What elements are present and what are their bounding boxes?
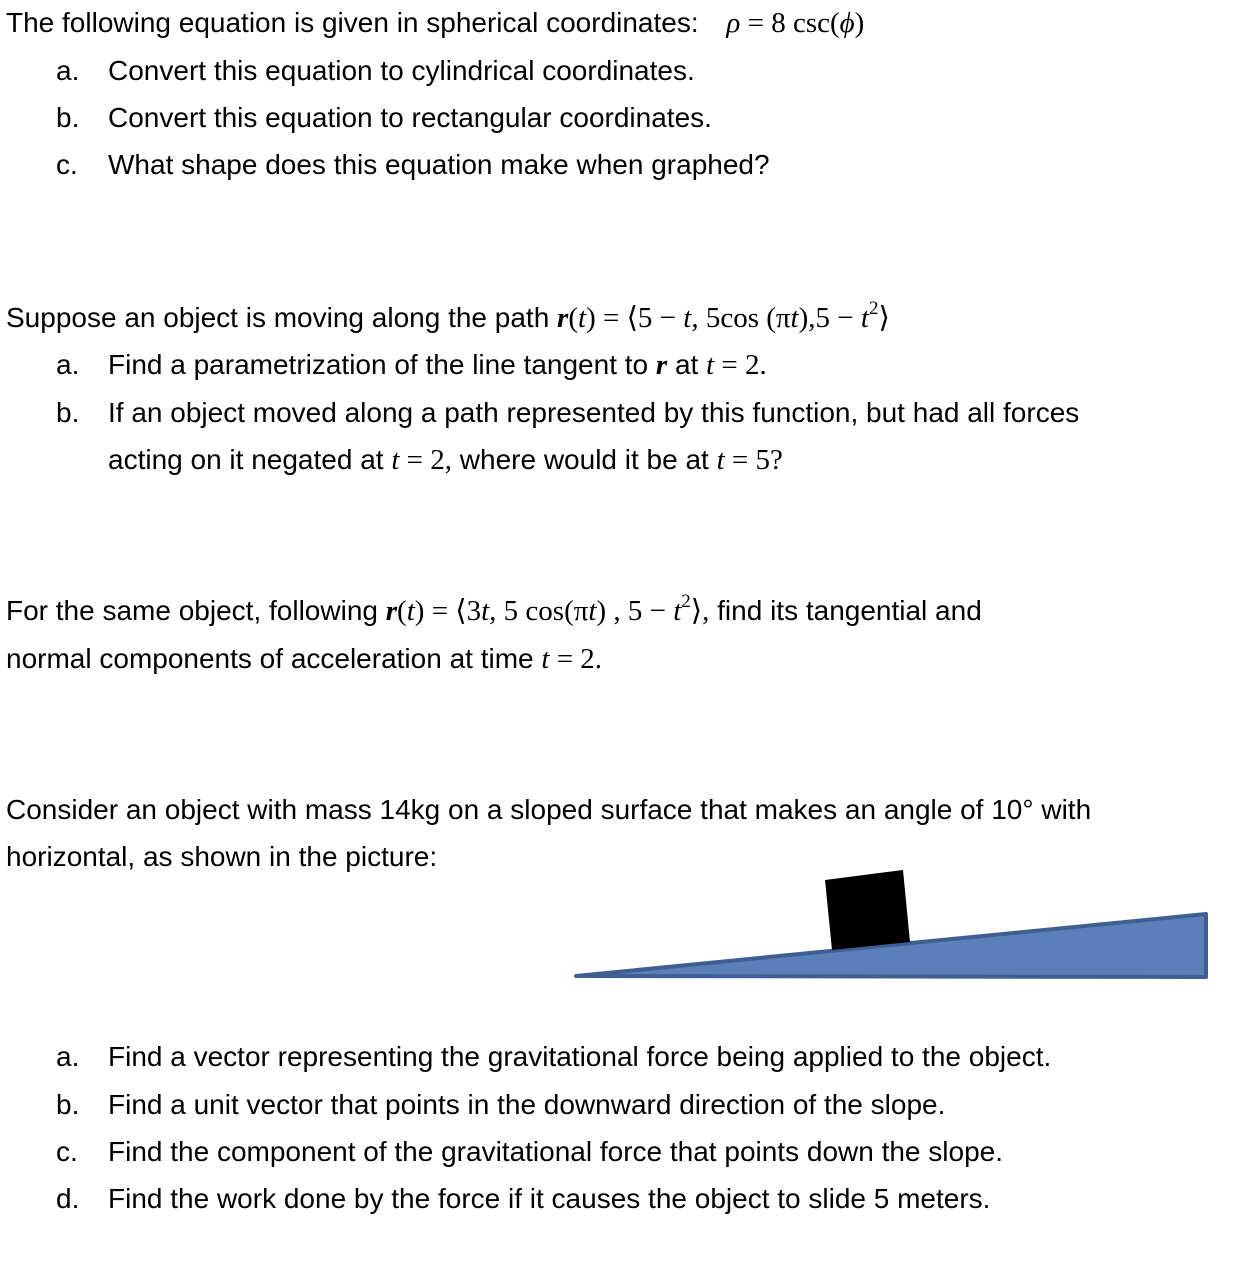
problem-4-line-1: Consider an object with mass 14kg on a sloped surface that makes an angle of 10° with [6,794,1092,825]
problem-2-intro [6,298,890,335]
problem-3-line-2: normal components of acceleration at time t = 2. [6,643,603,675]
problem-3-line-1: For the same object, following r(t) = ⟨3t, 5 cos(πt) , $5 - t^2⟩$, find its tangential and [6,591,982,627]
block [825,870,910,950]
problem-1-intro [6,6,864,40]
path-function-2: r(t) = ⟨3t, 5 cos(πt) , $5 - t^2⟩$, [385,591,710,627]
problem-4-line-2: horizontal, as shown in the picture: [6,841,438,872]
slope-figure [570,862,1215,987]
path-function: r(t) = ⟨5 − t, 5cos $(\pi t),5 - t^2⟩$ [557,298,890,334]
problem-1-intro-text: The following equation is given in spherical coordinates: [6,7,699,38]
spherical-equation: ρ = 8 csc(ϕ) [726,7,865,39]
problem-2-item-b-cont: acting on it negated at t = 2, where would it be at t = 5? [108,444,783,476]
problem-2-intro-text: Suppose an object is moving along the path [6,302,550,333]
